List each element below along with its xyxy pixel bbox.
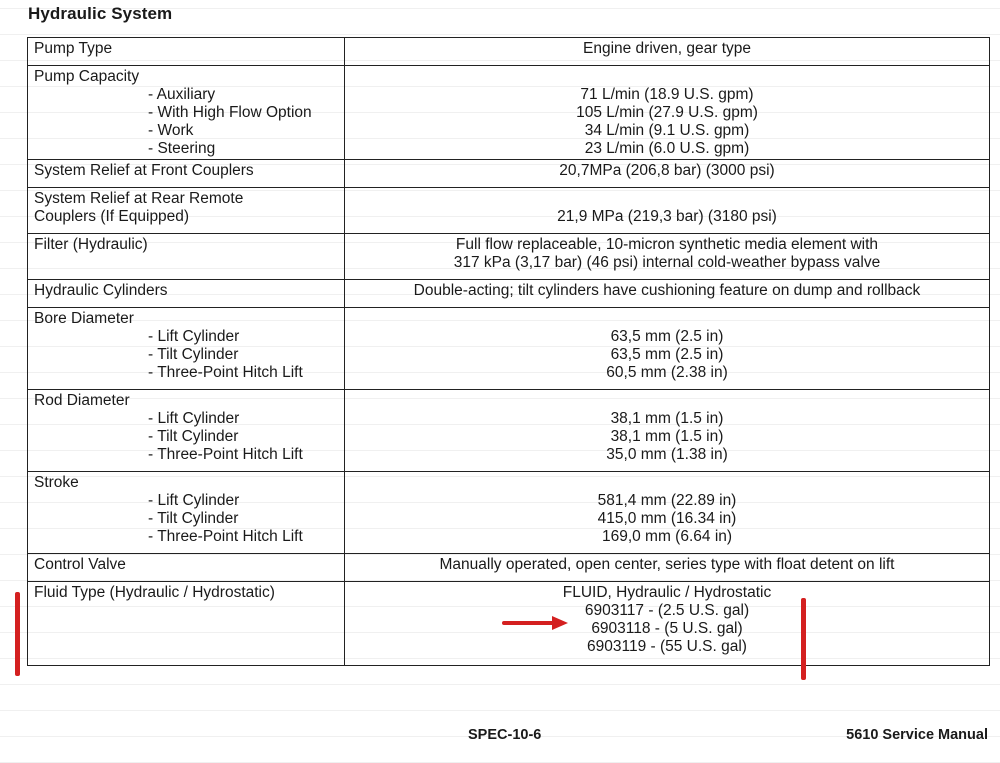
row-label: Bore Diameter	[34, 310, 134, 327]
row-label: Hydraulic Cylinders	[28, 280, 345, 308]
row-value: 169,0 mm (6.64 in)	[601, 528, 733, 545]
table-row	[28, 188, 990, 234]
sub-label: - Lift Cylinder	[148, 328, 240, 345]
sub-label: - Lift Cylinder	[148, 410, 240, 427]
row-value: 63,5 mm (2.5 in)	[610, 346, 724, 363]
table-row	[28, 554, 990, 582]
table-row	[28, 472, 990, 554]
row-value: Manually operated, open center, series type with float detent on lift	[345, 554, 990, 582]
red-highlight-bar-left	[15, 592, 20, 676]
table-row	[28, 234, 990, 280]
row-value: 34 L/min (9.1 U.S. gpm)	[584, 122, 750, 139]
row-label: Pump Capacity	[34, 68, 140, 85]
row-value: 38,1 mm (1.5 in)	[610, 428, 724, 445]
row-label: Pump Type	[28, 38, 345, 66]
row-value: Double-acting; tilt cylinders have cushioning feature on dump and rollback	[345, 280, 990, 308]
row-value: 60,5 mm (2.38 in)	[606, 364, 728, 381]
row-label: System Relief at Rear Remote	[34, 190, 244, 207]
row-value: 23 L/min (6.0 U.S. gpm)	[584, 140, 750, 157]
sub-label: - Work	[148, 122, 194, 139]
table-row	[28, 308, 990, 390]
row-value: 71 L/min (18.9 U.S. gpm)	[580, 86, 754, 103]
row-value: 6903118 - (5 U.S. gal)	[591, 620, 743, 637]
table-row	[28, 160, 990, 188]
row-value: 581,4 mm (22.89 in)	[597, 492, 737, 509]
section-heading: Hydraulic System	[28, 4, 173, 23]
sub-label: - Tilt Cylinder	[148, 428, 239, 445]
sub-label: - Three-Point Hitch Lift	[148, 364, 303, 381]
table-row	[28, 390, 990, 472]
row-value: 21,9 MPa (219,3 bar) (3180 psi)	[557, 208, 777, 225]
row-value: FLUID, Hydraulic / Hydrostatic	[562, 584, 772, 601]
sub-label: - Tilt Cylinder	[148, 510, 239, 527]
row-value: 105 L/min (27.9 U.S. gpm)	[576, 104, 758, 121]
sub-label: - Auxiliary	[148, 86, 216, 103]
row-value: 63,5 mm (2.5 in)	[610, 328, 724, 345]
row-label: Couplers (If Equipped)	[34, 208, 190, 225]
row-label: Rod Diameter	[34, 392, 130, 409]
red-arrow-icon	[502, 614, 572, 632]
sub-label: - Lift Cylinder	[148, 492, 240, 509]
sub-label: - Tilt Cylinder	[148, 346, 239, 363]
row-value: Full flow replaceable, 10-micron synthetic media element with	[455, 236, 879, 253]
row-value: 6903119 - (55 U.S. gal)	[587, 638, 747, 655]
row-value: 415,0 mm (16.34 in)	[597, 510, 737, 527]
row-value: 20,7MPa (206,8 bar) (3000 psi)	[345, 160, 990, 188]
row-label: Filter (Hydraulic)	[28, 234, 345, 280]
row-label: Fluid Type (Hydraulic / Hydrostatic)	[28, 582, 345, 666]
row-label: Control Valve	[28, 554, 345, 582]
sub-label: - With High Flow Option	[148, 104, 312, 121]
table-row	[28, 66, 990, 160]
page-number: SPEC-10-6	[468, 727, 542, 743]
sub-label: - Three-Point Hitch Lift	[148, 446, 303, 463]
sub-label: - Three-Point Hitch Lift	[148, 528, 303, 545]
sub-label: - Steering	[148, 140, 216, 157]
spec-table	[27, 37, 990, 666]
red-highlight-bar-right	[801, 598, 806, 680]
row-value: 317 kPa (3,17 bar) (46 psi) internal cold-weather bypass valve	[453, 254, 881, 271]
table-row	[28, 280, 990, 308]
row-label: Stroke	[34, 474, 79, 491]
table-row	[28, 38, 990, 66]
manual-title: 5610 Service Manual	[846, 727, 988, 743]
row-value: 35,0 mm (1.38 in)	[606, 446, 728, 463]
row-value: 6903117 - (2.5 U.S. gal)	[584, 602, 750, 619]
row-value: 38,1 mm (1.5 in)	[610, 410, 724, 427]
row-value: Engine driven, gear type	[345, 38, 990, 66]
row-label: System Relief at Front Couplers	[28, 160, 345, 188]
